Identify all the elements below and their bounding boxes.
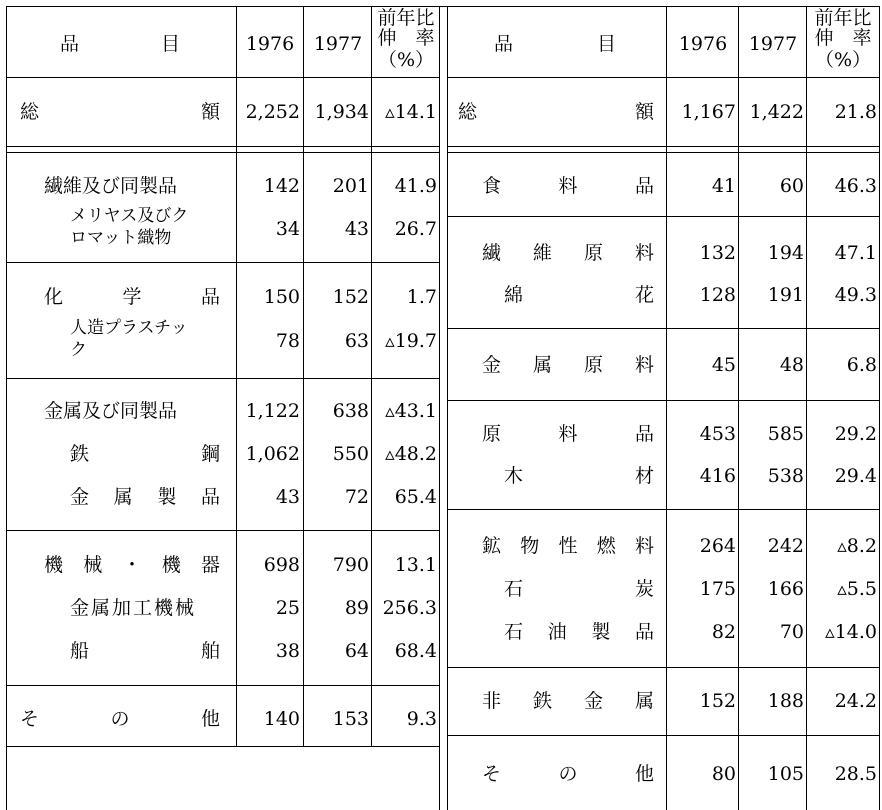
- label-char: 額: [634, 101, 654, 123]
- label-char: 製: [591, 621, 611, 643]
- cell-1977: 188: [767, 690, 804, 712]
- cell-rate: 28.5: [834, 763, 877, 785]
- total-divider: [6, 152, 439, 153]
- cell-1976: 264: [699, 535, 736, 557]
- cell-1977: 63: [344, 330, 369, 352]
- cell-rate: 26.7: [394, 218, 437, 240]
- label-char: そ: [20, 708, 40, 730]
- label-char: 材: [634, 465, 654, 487]
- header-divider: [6, 77, 439, 78]
- cell-rate: 29.2: [834, 423, 877, 445]
- header-item-left: [60, 33, 180, 55]
- cell-1977: 72: [344, 486, 369, 508]
- label-char: 鉄: [532, 690, 552, 712]
- cell-1977: 64: [344, 640, 369, 662]
- total-divider: [6, 146, 439, 147]
- cell-1977: 70: [779, 621, 804, 643]
- label-char: 品: [634, 175, 654, 197]
- cell-rate: ▵14.1: [385, 101, 437, 123]
- col-sep: [371, 6, 372, 746]
- header-rate-line2: 伸 率: [377, 27, 435, 49]
- group-divider: [447, 509, 879, 510]
- cell-1977: 201: [332, 175, 369, 197]
- label-char: 属: [532, 354, 552, 376]
- header-char: 品: [494, 33, 514, 55]
- cell-1976: 1,062: [245, 443, 300, 465]
- label-char: 性: [558, 535, 578, 557]
- cell-1976: 34: [275, 218, 300, 240]
- cell-1976: 132: [699, 242, 736, 264]
- row-label: [482, 242, 654, 264]
- label-char: 化: [44, 286, 64, 308]
- label-char: ・: [122, 554, 142, 576]
- left-total-label: [20, 101, 220, 123]
- label-char: 品: [634, 621, 654, 643]
- row-label: [44, 554, 220, 576]
- cell-rate: ▵5.5: [837, 578, 877, 600]
- group-divider: [6, 685, 439, 686]
- header-year-1976: 1976: [245, 33, 295, 55]
- cell-1977: 105: [767, 763, 804, 785]
- cell-1977: 638: [332, 400, 369, 422]
- label-char: 機: [44, 554, 64, 576]
- header-year-1977: 1977: [313, 33, 363, 55]
- cell-1976: 128: [699, 284, 736, 306]
- cell-rate: 46.3: [834, 175, 877, 197]
- cell-1976: 25: [275, 597, 300, 619]
- row-label-line2: ク: [70, 340, 87, 360]
- label-char: 金: [70, 486, 90, 508]
- cell-1977: 152: [332, 286, 369, 308]
- col-sep: [666, 6, 667, 810]
- cell-rate: ▵19.7: [385, 330, 437, 352]
- group-divider: [447, 216, 879, 217]
- table-middle-border: [439, 6, 440, 810]
- cell-1976: 1,167: [681, 101, 736, 123]
- label-char: 料: [634, 354, 654, 376]
- header-year-1976: 1976: [678, 33, 728, 55]
- group-divider: [447, 667, 879, 668]
- cell-1977: 89: [344, 597, 369, 619]
- table-middle-border-2: [447, 6, 448, 810]
- label-char: 料: [558, 423, 578, 445]
- header-rate-line3: （%）: [814, 49, 872, 71]
- col-sep: [236, 6, 237, 746]
- label-char: 器: [200, 554, 220, 576]
- header-rate-line3: （%）: [377, 49, 435, 71]
- col-sep: [738, 6, 739, 810]
- row-label: [504, 465, 654, 487]
- cell-1976: 416: [699, 465, 736, 487]
- label-char: 鉱: [482, 535, 502, 557]
- label-char: 船: [70, 640, 90, 662]
- cell-rate: 29.4: [834, 465, 877, 487]
- col-sep: [303, 6, 304, 746]
- cell-1976: 140: [263, 708, 300, 730]
- label-char: 舶: [200, 640, 220, 662]
- label-char: 繊: [482, 242, 502, 264]
- row-label-line1: 人造プラスチッ: [70, 318, 188, 338]
- cell-1977: 48: [779, 354, 804, 376]
- row-label: [482, 354, 654, 376]
- cell-rate: 9.3: [406, 708, 437, 730]
- label-char: の: [558, 763, 578, 785]
- row-label-line2: ロマット織物: [70, 228, 172, 248]
- cell-rate: 49.3: [834, 284, 877, 306]
- label-char: 品: [634, 423, 654, 445]
- cell-rate: 68.4: [394, 640, 437, 662]
- row-label: [70, 486, 220, 508]
- cell-1977: 538: [767, 465, 804, 487]
- row-label: [482, 690, 654, 712]
- row-label: 繊維及び同製品: [44, 175, 178, 197]
- row-label: [482, 763, 654, 785]
- group-divider: [6, 262, 439, 263]
- total-divider: [447, 152, 879, 153]
- label-char: 食: [482, 175, 502, 197]
- header-char: 品: [60, 33, 80, 55]
- cell-1976: 80: [711, 763, 736, 785]
- cell-rate: 41.9: [394, 175, 437, 197]
- cell-rate: 256.3: [382, 597, 437, 619]
- cell-1977: 191: [767, 284, 804, 306]
- row-label: [504, 284, 654, 306]
- label-char: 鋼: [200, 443, 220, 465]
- label-char: 総: [458, 101, 478, 123]
- label-char: 品: [200, 486, 220, 508]
- cell-1976: 175: [699, 578, 736, 600]
- label-char: 機: [161, 554, 181, 576]
- label-char: 金: [583, 690, 603, 712]
- cell-rate: ▵48.2: [385, 443, 437, 465]
- total-divider: [447, 146, 879, 147]
- cell-1977: 43: [344, 218, 369, 240]
- cell-1977: 790: [332, 554, 369, 576]
- cell-1977: 1,934: [314, 101, 369, 123]
- group-divider: [447, 400, 879, 401]
- label-char: 非: [482, 690, 502, 712]
- group-divider: [447, 735, 879, 736]
- label-char: 綿: [504, 284, 524, 306]
- cell-rate: 24.2: [834, 690, 877, 712]
- table-left-border: [6, 6, 7, 810]
- cell-rate: 21.8: [834, 101, 877, 123]
- cell-1976: 45: [711, 354, 736, 376]
- label-char: の: [110, 708, 130, 730]
- label-char: 原: [583, 242, 603, 264]
- header-year-1977: 1977: [748, 33, 798, 55]
- label-char: 品: [200, 286, 220, 308]
- label-char: 維: [532, 242, 552, 264]
- label-char: 料: [558, 175, 578, 197]
- header-char: 目: [596, 33, 616, 55]
- cell-rate: 6.8: [846, 354, 877, 376]
- cell-1976: 152: [699, 690, 736, 712]
- header-rate-line1: 前年比: [814, 7, 872, 29]
- row-label: [482, 423, 654, 445]
- label-char: 花: [634, 284, 654, 306]
- label-char: 原: [583, 354, 603, 376]
- label-char: 械: [83, 554, 103, 576]
- cell-1977: 153: [332, 708, 369, 730]
- col-sep: [806, 6, 807, 810]
- label-char: 炭: [634, 578, 654, 600]
- header-item-right: [494, 33, 616, 55]
- header-rate-line2: 伸 率: [814, 27, 872, 49]
- group-divider: [447, 328, 879, 329]
- label-char: 額: [200, 101, 220, 123]
- row-label-line1: メリヤス及びク: [70, 206, 189, 226]
- header-divider: [447, 77, 879, 78]
- row-label: [504, 578, 654, 600]
- label-char: 木: [504, 465, 524, 487]
- cell-1977: 194: [767, 242, 804, 264]
- cell-1976: 43: [275, 486, 300, 508]
- table-right-border: [879, 6, 880, 810]
- cell-1976: 142: [263, 175, 300, 197]
- label-char: 属: [113, 486, 133, 508]
- row-label: 金属加工機械: [70, 597, 197, 619]
- label-char: そ: [482, 763, 502, 785]
- label-char: 物: [520, 535, 540, 557]
- label-char: 燃: [596, 535, 616, 557]
- cell-1977: 585: [767, 423, 804, 445]
- cell-1976: 698: [263, 554, 300, 576]
- label-char: 料: [634, 535, 654, 557]
- header-char: 目: [160, 33, 180, 55]
- label-char: 属: [634, 690, 654, 712]
- row-label: [20, 708, 220, 730]
- row-label: [70, 640, 220, 662]
- cell-1977: 1,422: [749, 101, 804, 123]
- row-label: [70, 443, 220, 465]
- row-label: [482, 175, 654, 197]
- label-char: 金: [482, 354, 502, 376]
- cell-1976: 41: [711, 175, 736, 197]
- table-top-border: [6, 6, 879, 7]
- cell-1977: 166: [767, 578, 804, 600]
- cell-rate: ▵43.1: [385, 400, 437, 422]
- cell-rate: 13.1: [394, 554, 437, 576]
- cell-1976: 1,122: [245, 400, 300, 422]
- cell-rate: 47.1: [834, 242, 877, 264]
- label-char: 原: [482, 423, 502, 445]
- cell-1976: 150: [263, 286, 300, 308]
- group-divider: [6, 746, 439, 747]
- cell-1976: 453: [699, 423, 736, 445]
- group-divider: [6, 530, 439, 531]
- row-label: [504, 621, 654, 643]
- label-char: 油: [547, 621, 567, 643]
- group-divider: [6, 378, 439, 379]
- label-char: 他: [200, 708, 220, 730]
- cell-rate: ▵8.2: [837, 535, 877, 557]
- label-char: 鉄: [70, 443, 90, 465]
- cell-rate: 1.7: [406, 286, 437, 308]
- label-char: 石: [504, 578, 524, 600]
- row-label: [482, 535, 654, 557]
- cell-1976: 82: [711, 621, 736, 643]
- cell-rate: 65.4: [394, 486, 437, 508]
- row-label: 金属及び同製品: [44, 400, 178, 422]
- label-char: 総: [20, 101, 40, 123]
- row-label: [44, 286, 220, 308]
- right-total-label: [458, 101, 654, 123]
- label-char: 製: [157, 486, 177, 508]
- label-char: 他: [634, 763, 654, 785]
- label-char: 学: [122, 286, 142, 308]
- label-char: 料: [634, 242, 654, 264]
- header-rate-line1: 前年比: [377, 7, 435, 29]
- cell-1976: 78: [275, 330, 300, 352]
- cell-1976: 2,252: [245, 101, 300, 123]
- cell-1977: 550: [332, 443, 369, 465]
- cell-rate: ▵14.0: [825, 621, 877, 643]
- label-char: 石: [504, 621, 524, 643]
- cell-1977: 242: [767, 535, 804, 557]
- cell-1976: 38: [275, 640, 300, 662]
- cell-1977: 60: [779, 175, 804, 197]
